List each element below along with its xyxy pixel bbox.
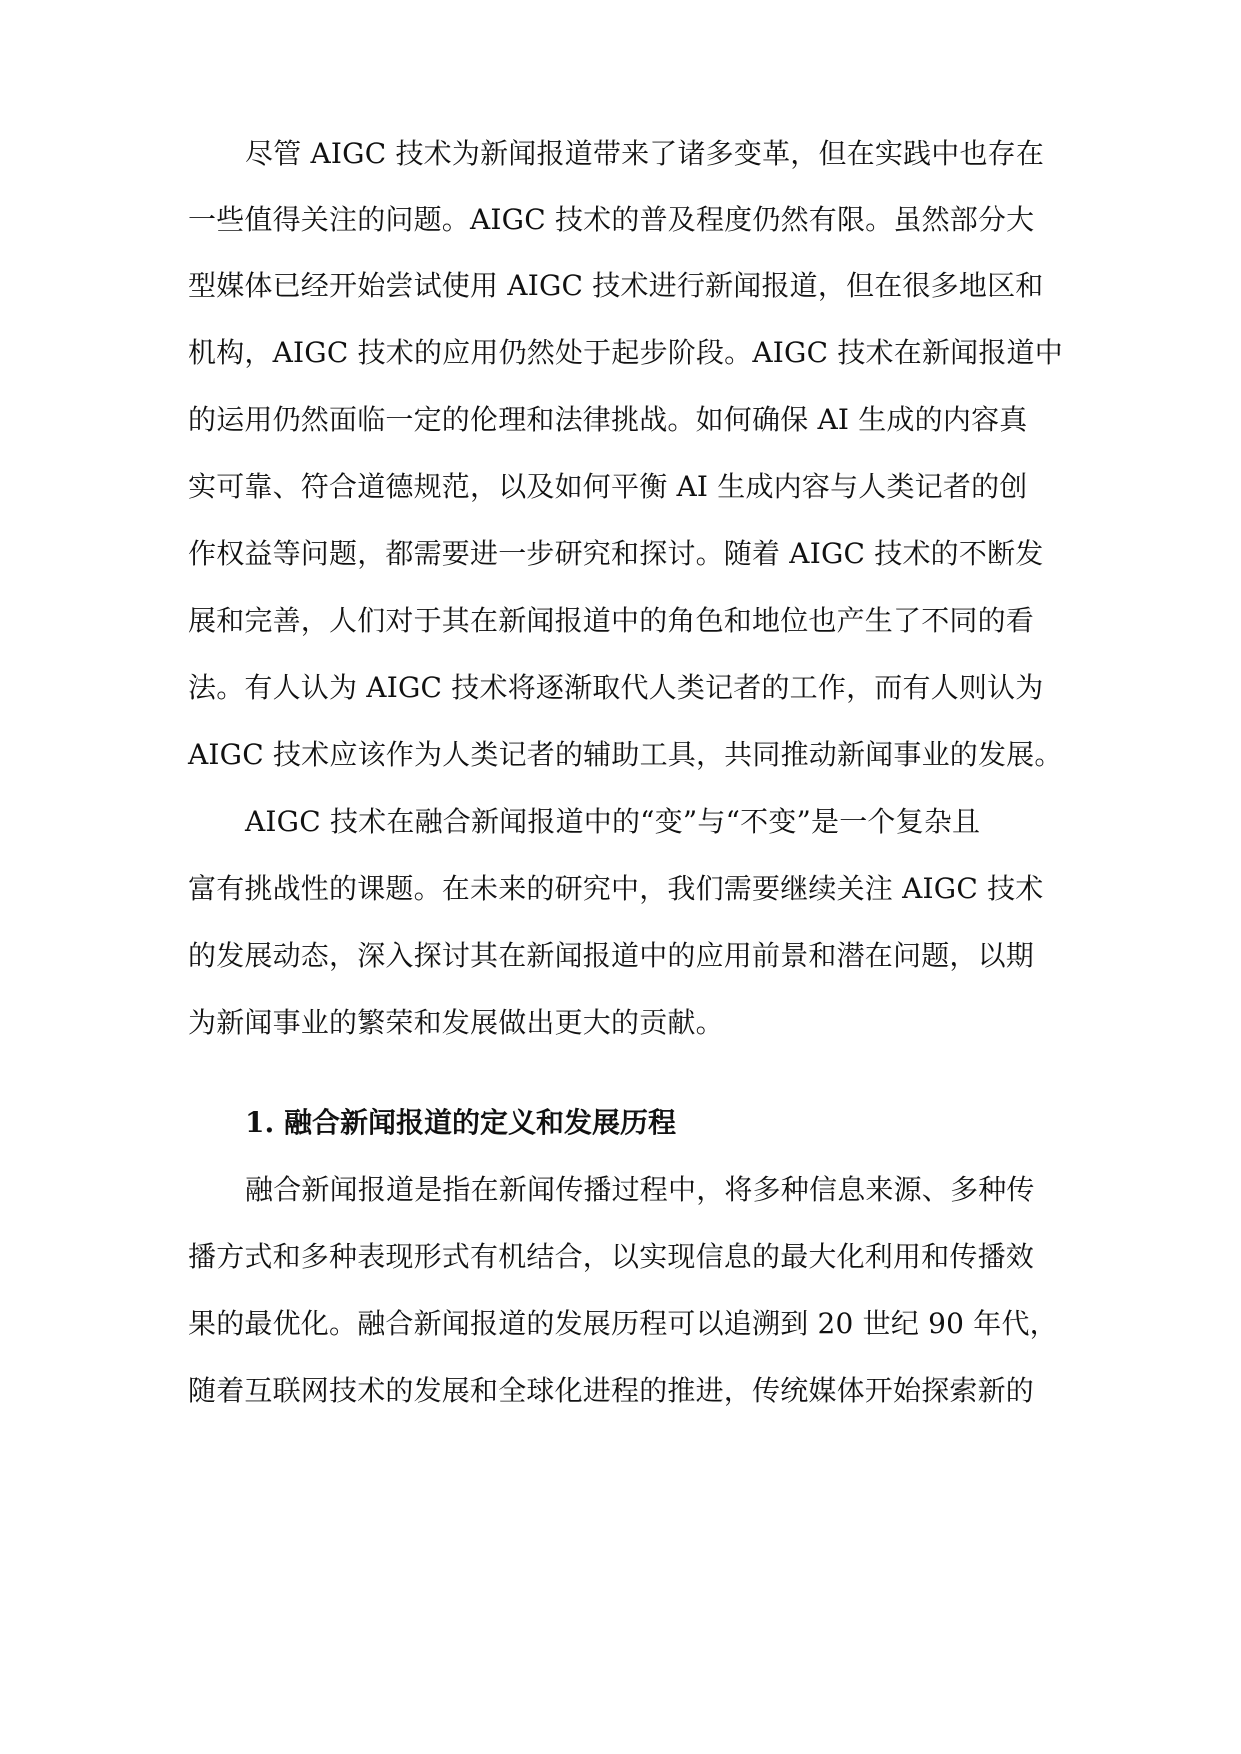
paragraph-1-line-9: 法。有人认为 AIGC 技术将逐渐取代人类记者的工作，而有人则认为: [188, 671, 1044, 704]
section-heading: 1. 融合新闻报道的定义和发展历程: [245, 1106, 676, 1139]
paragraph-2-line-3: 的发展动态，深入探讨其在新闻报道中的应用前景和潜在问题，以期: [188, 939, 1035, 972]
section-paragraph-line-2: 播方式和多种表现形式有机结合，以实现信息的最大化利用和传播效: [188, 1240, 1035, 1273]
paragraph-1-line-6: 实可靠、符合道德规范，以及如何平衡 AI 生成内容与人类记者的创: [188, 470, 1028, 503]
paragraph-1-line-8: 展和完善，人们对于其在新闻报道中的角色和地位也产生了不同的看: [188, 604, 1035, 637]
paragraph-1-line-4: 机构，AIGC 技术的应用仍然处于起步阶段。AIGC 技术在新闻报道中: [188, 336, 1063, 369]
section-paragraph-line-4: 随着互联网技术的发展和全球化进程的推进，传统媒体开始探索新的: [188, 1374, 1035, 1407]
paragraph-1-line-5: 的运用仍然面临一定的伦理和法律挑战。如何确保 AI 生成的内容真: [188, 403, 1028, 436]
paragraph-2-line-1: AIGC 技术在融合新闻报道中的“变”与“不变”是一个复杂且: [245, 805, 981, 838]
paragraph-1-line-2: 一些值得关注的问题。AIGC 技术的普及程度仍然有限。虽然部分大: [188, 203, 1035, 236]
paragraph-2-line-2: 富有挑战性的课题。在未来的研究中，我们需要继续关注 AIGC 技术: [188, 872, 1044, 905]
section-paragraph-line-3: 果的最优化。融合新闻报道的发展历程可以追溯到 20 世纪 90 年代，: [188, 1307, 1058, 1340]
paragraph-1-line-10: AIGC 技术应该作为人类记者的辅助工具，共同推动新闻事业的发展。: [188, 738, 1063, 771]
paragraph-1-line-1: 尽管 AIGC 技术为新闻报道带来了诸多变革，但在实践中也存在: [245, 137, 1045, 170]
paragraph-1-line-3: 型媒体已经开始尝试使用 AIGC 技术进行新闻报道，但在很多地区和: [188, 269, 1044, 302]
paragraph-2-line-4: 为新闻事业的繁荣和发展做出更大的贡献。: [188, 1006, 724, 1039]
section-paragraph-line-1: 融合新闻报道是指在新闻传播过程中，将多种信息来源、多种传: [245, 1173, 1035, 1206]
paragraph-1-line-7: 作权益等问题，都需要进一步研究和探讨。随着 AIGC 技术的不断发: [188, 537, 1044, 570]
